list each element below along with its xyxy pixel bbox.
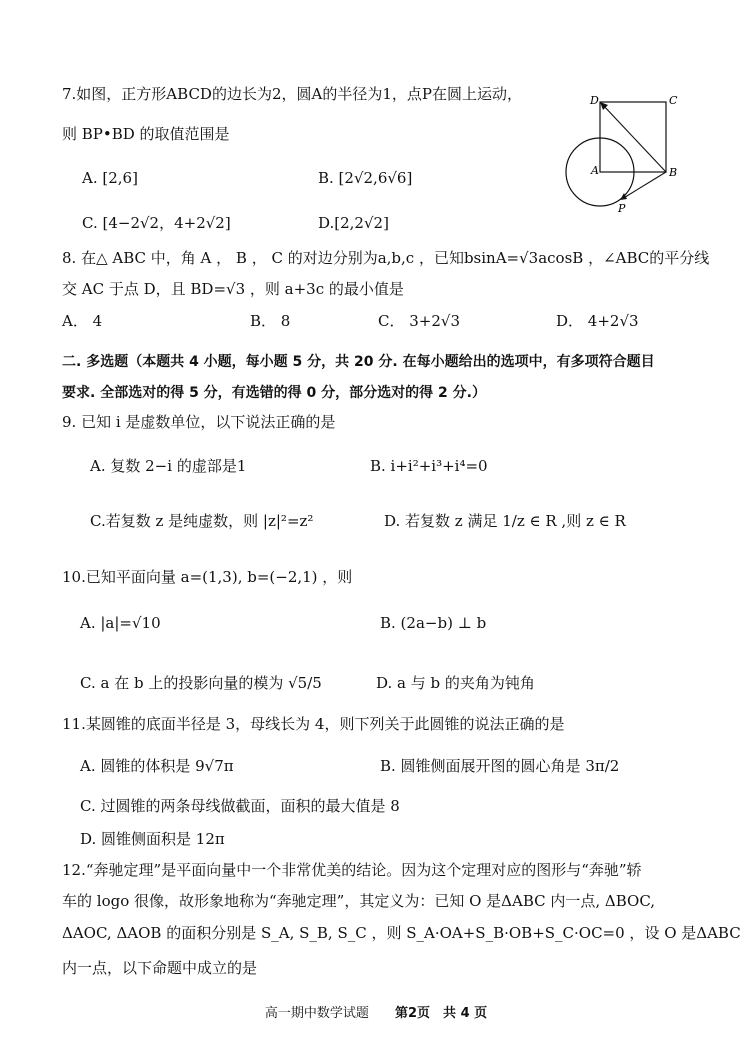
label-p: P <box>618 202 626 215</box>
q9-option-a: A. 复数 2−i 的虚部是1 <box>90 457 247 475</box>
q7-option-a: A. [2,6] <box>82 169 138 187</box>
q8-option-d: D． 4+2√3 <box>556 312 639 330</box>
q8-option-a: A． 4 <box>62 312 103 330</box>
q8-option-b: B． 8 <box>250 312 291 330</box>
section2-heading-line1: 二. 多选题（本题共 4 小题，每小题 5 分，共 20 分. 在每小题给出的选项中，有多项符合题目 <box>62 354 655 370</box>
footer-title: 高一期中数学试题 <box>264 1006 369 1021</box>
q7-option-d: D.[2,2√2] <box>318 214 389 232</box>
q7-option-c: C. [4−2√2，4+2√2] <box>82 214 231 232</box>
q12-stem-line4: 内一点，以下命题中成立的是 <box>62 959 258 977</box>
label-d: D <box>590 94 599 107</box>
q8-stem-line1: 8. 在△ ABC 中，角 A ， B ， C 的对边分别为a,b,c ，已知bsinA=√3acosB ，∠ABC的平分线 <box>62 249 710 267</box>
q12-stem-line1: 12.“奔驰定理”是平面向量中一个非常优美的结论。因为这个定理对应的图形与“奔驰”轿 <box>62 861 642 879</box>
q10-option-d: D. a 与 b 的夹角为钝角 <box>376 674 535 692</box>
q7-figure <box>560 92 690 217</box>
q7-stem-line2: 则 BP•BD 的取值范围是 <box>62 125 230 143</box>
q9-option-d: D. 若复数 z 满足 1/z ∈ R ,则 z ∈ R <box>384 512 626 530</box>
q11-option-b: B. 圆锥侧面展开图的圆心角是 3π/2 <box>380 757 620 775</box>
q10-stem: 10.已知平面向量 a=(1,3), b=(−2,1) ，则 <box>62 568 353 586</box>
page-footer <box>0 1002 752 1021</box>
q11-option-a: A. 圆锥的体积是 9√7π <box>80 757 234 775</box>
q12-stem-line3: ΔAOC, ΔAOB 的面积分别是 S_A, S_B, S_C ，则 S_A·OA+S_B·OB+S_C·OC=0 ，设 O 是ΔABC <box>62 924 741 942</box>
q7-option-b: B. [2√2,6√6] <box>318 169 413 187</box>
label-a: A <box>591 164 599 177</box>
label-c: C <box>669 94 678 107</box>
vector-bp <box>622 172 666 199</box>
footer-page-number: 第2页 共 4 页 <box>395 1006 488 1021</box>
q8-option-c: C． 3+2√3 <box>378 312 461 330</box>
q10-option-a: A. |a|=√10 <box>80 614 161 632</box>
q9-option-b: B. i+i²+i³+i⁴=0 <box>370 457 488 475</box>
q11-stem: 11.某圆锥的底面半径是 3，母线长为 4，则下列关于此圆锥的说法正确的是 <box>62 715 565 733</box>
q7-stem-line1: 7.如图，正方形ABCD的边长为2，圆A的半径为1，点P在圆上运动， <box>62 85 522 103</box>
q9-option-c: C.若复数 z 是纯虚数，则 |z|²=z² <box>90 512 314 530</box>
q8-stem-line2: 交 AC 于点 D，且 BD=√3 ，则 a+3c 的最小值是 <box>62 280 404 298</box>
q10-option-c: C. a 在 b 上的投影向量的模为 √5/5 <box>80 674 322 692</box>
q11-option-d: D. 圆锥侧面积是 12π <box>80 830 225 848</box>
section2-heading-line2: 要求. 全部选对的得 5 分，有选错的得 0 分，部分选对的得 2 分.） <box>62 385 486 401</box>
q12-stem-line2: 车的 logo 很像，故形象地称为“奔驰定理”，其定义为：已知 O 是ΔABC 内一点, ΔBOC, <box>62 892 656 910</box>
q11-option-c: C. 过圆锥的两条母线做截面，面积的最大值是 8 <box>80 797 400 815</box>
q9-stem: 9. 已知 i 是虚数单位，以下说法正确的是 <box>62 413 336 431</box>
q10-option-b: B. (2a−b) ⊥ b <box>380 614 487 632</box>
vector-bd <box>602 104 666 172</box>
label-b: B <box>669 166 678 179</box>
